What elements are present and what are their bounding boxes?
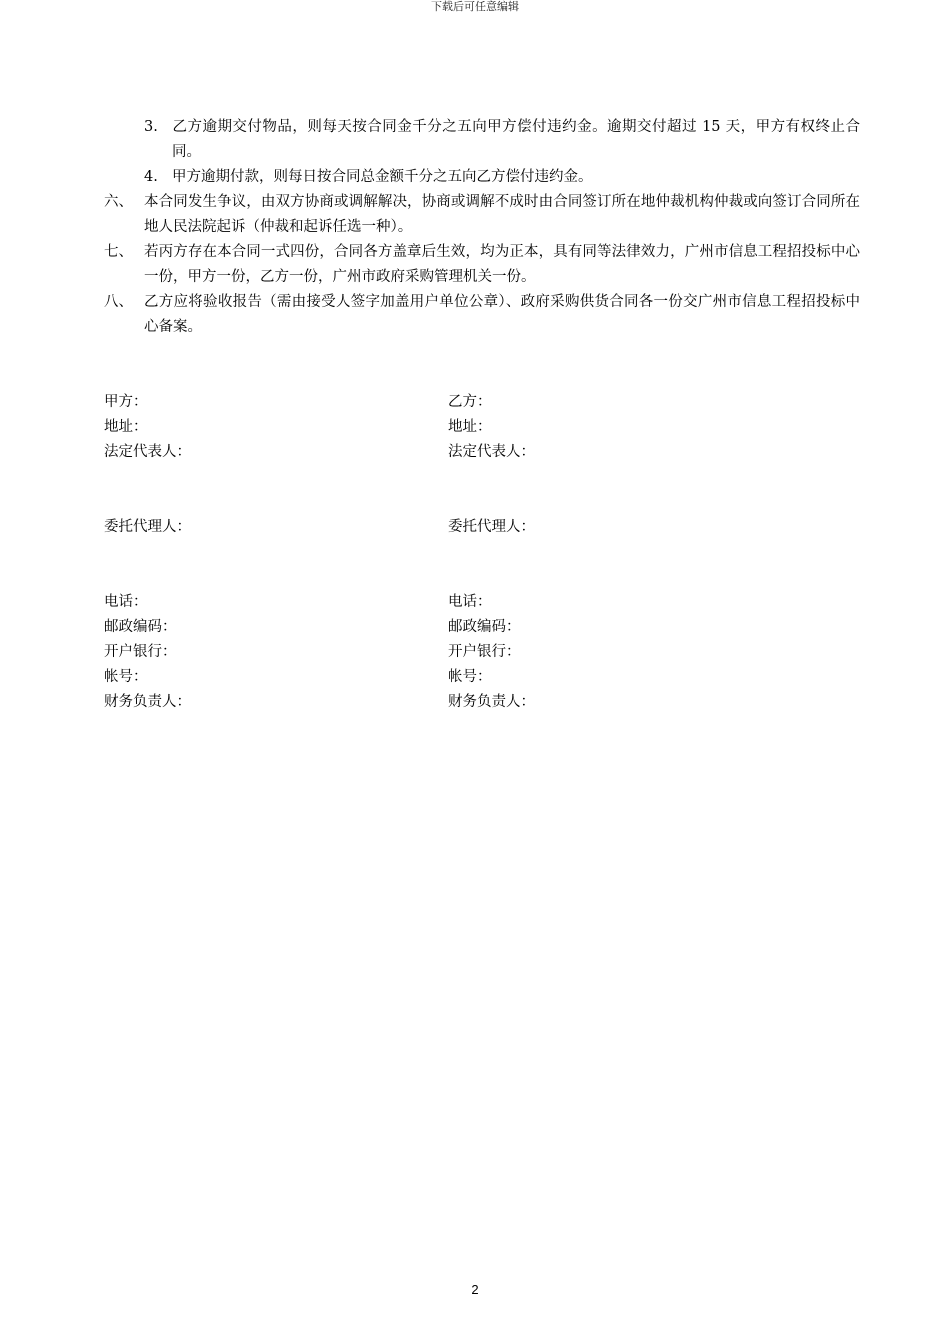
page-number: 2 — [471, 1282, 479, 1297]
party-b-agent: 委托代理人： — [448, 519, 535, 535]
clause-number: 七、 — [104, 244, 133, 260]
clause-six — [104, 190, 860, 240]
party-a-legal-rep: 法定代表人： — [104, 444, 191, 460]
clause-3 — [104, 115, 860, 165]
party-b-bank: 开户银行： — [448, 644, 521, 660]
header-note: 下载后可任意编辑 — [431, 0, 519, 13]
party-b-column — [448, 390, 778, 715]
party-a-address: 地址： — [104, 419, 148, 435]
party-a-finance: 财务负责人： — [104, 694, 191, 710]
clause-text: 若丙方存在本合同一式四份，合同各方盖章后生效，均为正本，具有同等法律效力，广州市信息工程招投标中心一份，甲方一份，乙方一份，广州市政府采购管理机关一份。 — [144, 244, 860, 285]
party-b-postcode: 邮政编码： — [448, 619, 521, 635]
clause-number: 八、 — [104, 294, 133, 310]
party-a-account: 帐号： — [104, 669, 148, 685]
clause-text: 甲方逾期付款，则每日按合同总金额千分之五向乙方偿付违约金。 — [172, 169, 593, 185]
clause-number: 六、 — [104, 194, 133, 210]
contract-clauses — [104, 115, 860, 340]
clause-seven — [104, 240, 860, 290]
party-b-address: 地址： — [448, 419, 492, 435]
clause-text: 乙方逾期交付物品，则每天按合同金千分之五向甲方偿付违约金。逾期交付超过 15 天，甲方有权终止合同。 — [172, 119, 860, 160]
clause-number: 3. — [144, 119, 158, 135]
clause-4 — [104, 165, 860, 190]
clause-eight — [104, 290, 860, 340]
party-a-phone: 电话： — [104, 594, 148, 610]
party-b-account: 帐号： — [448, 669, 492, 685]
party-b-name: 乙方： — [448, 394, 492, 410]
party-b-finance: 财务负责人： — [448, 694, 535, 710]
clause-text: 本合同发生争议，由双方协商或调解解决，协商或调解不成时由合同签订所在地仲裁机构仲裁或向签订合同所在地人民法院起诉（仲裁和起诉任选一种）。 — [144, 194, 860, 235]
party-a-column — [104, 390, 434, 715]
party-a-bank: 开户银行： — [104, 644, 177, 660]
party-a-postcode: 邮政编码： — [104, 619, 177, 635]
party-b-legal-rep: 法定代表人： — [448, 444, 535, 460]
party-a-agent: 委托代理人： — [104, 519, 191, 535]
party-a-name: 甲方： — [104, 394, 148, 410]
party-b-phone: 电话： — [448, 594, 492, 610]
clause-text: 乙方应将验收报告（需由接受人签字加盖用户单位公章）、政府采购供货合同各一份交广州市信息工程招投标中心备案。 — [144, 294, 860, 335]
clause-number: 4. — [144, 169, 158, 185]
